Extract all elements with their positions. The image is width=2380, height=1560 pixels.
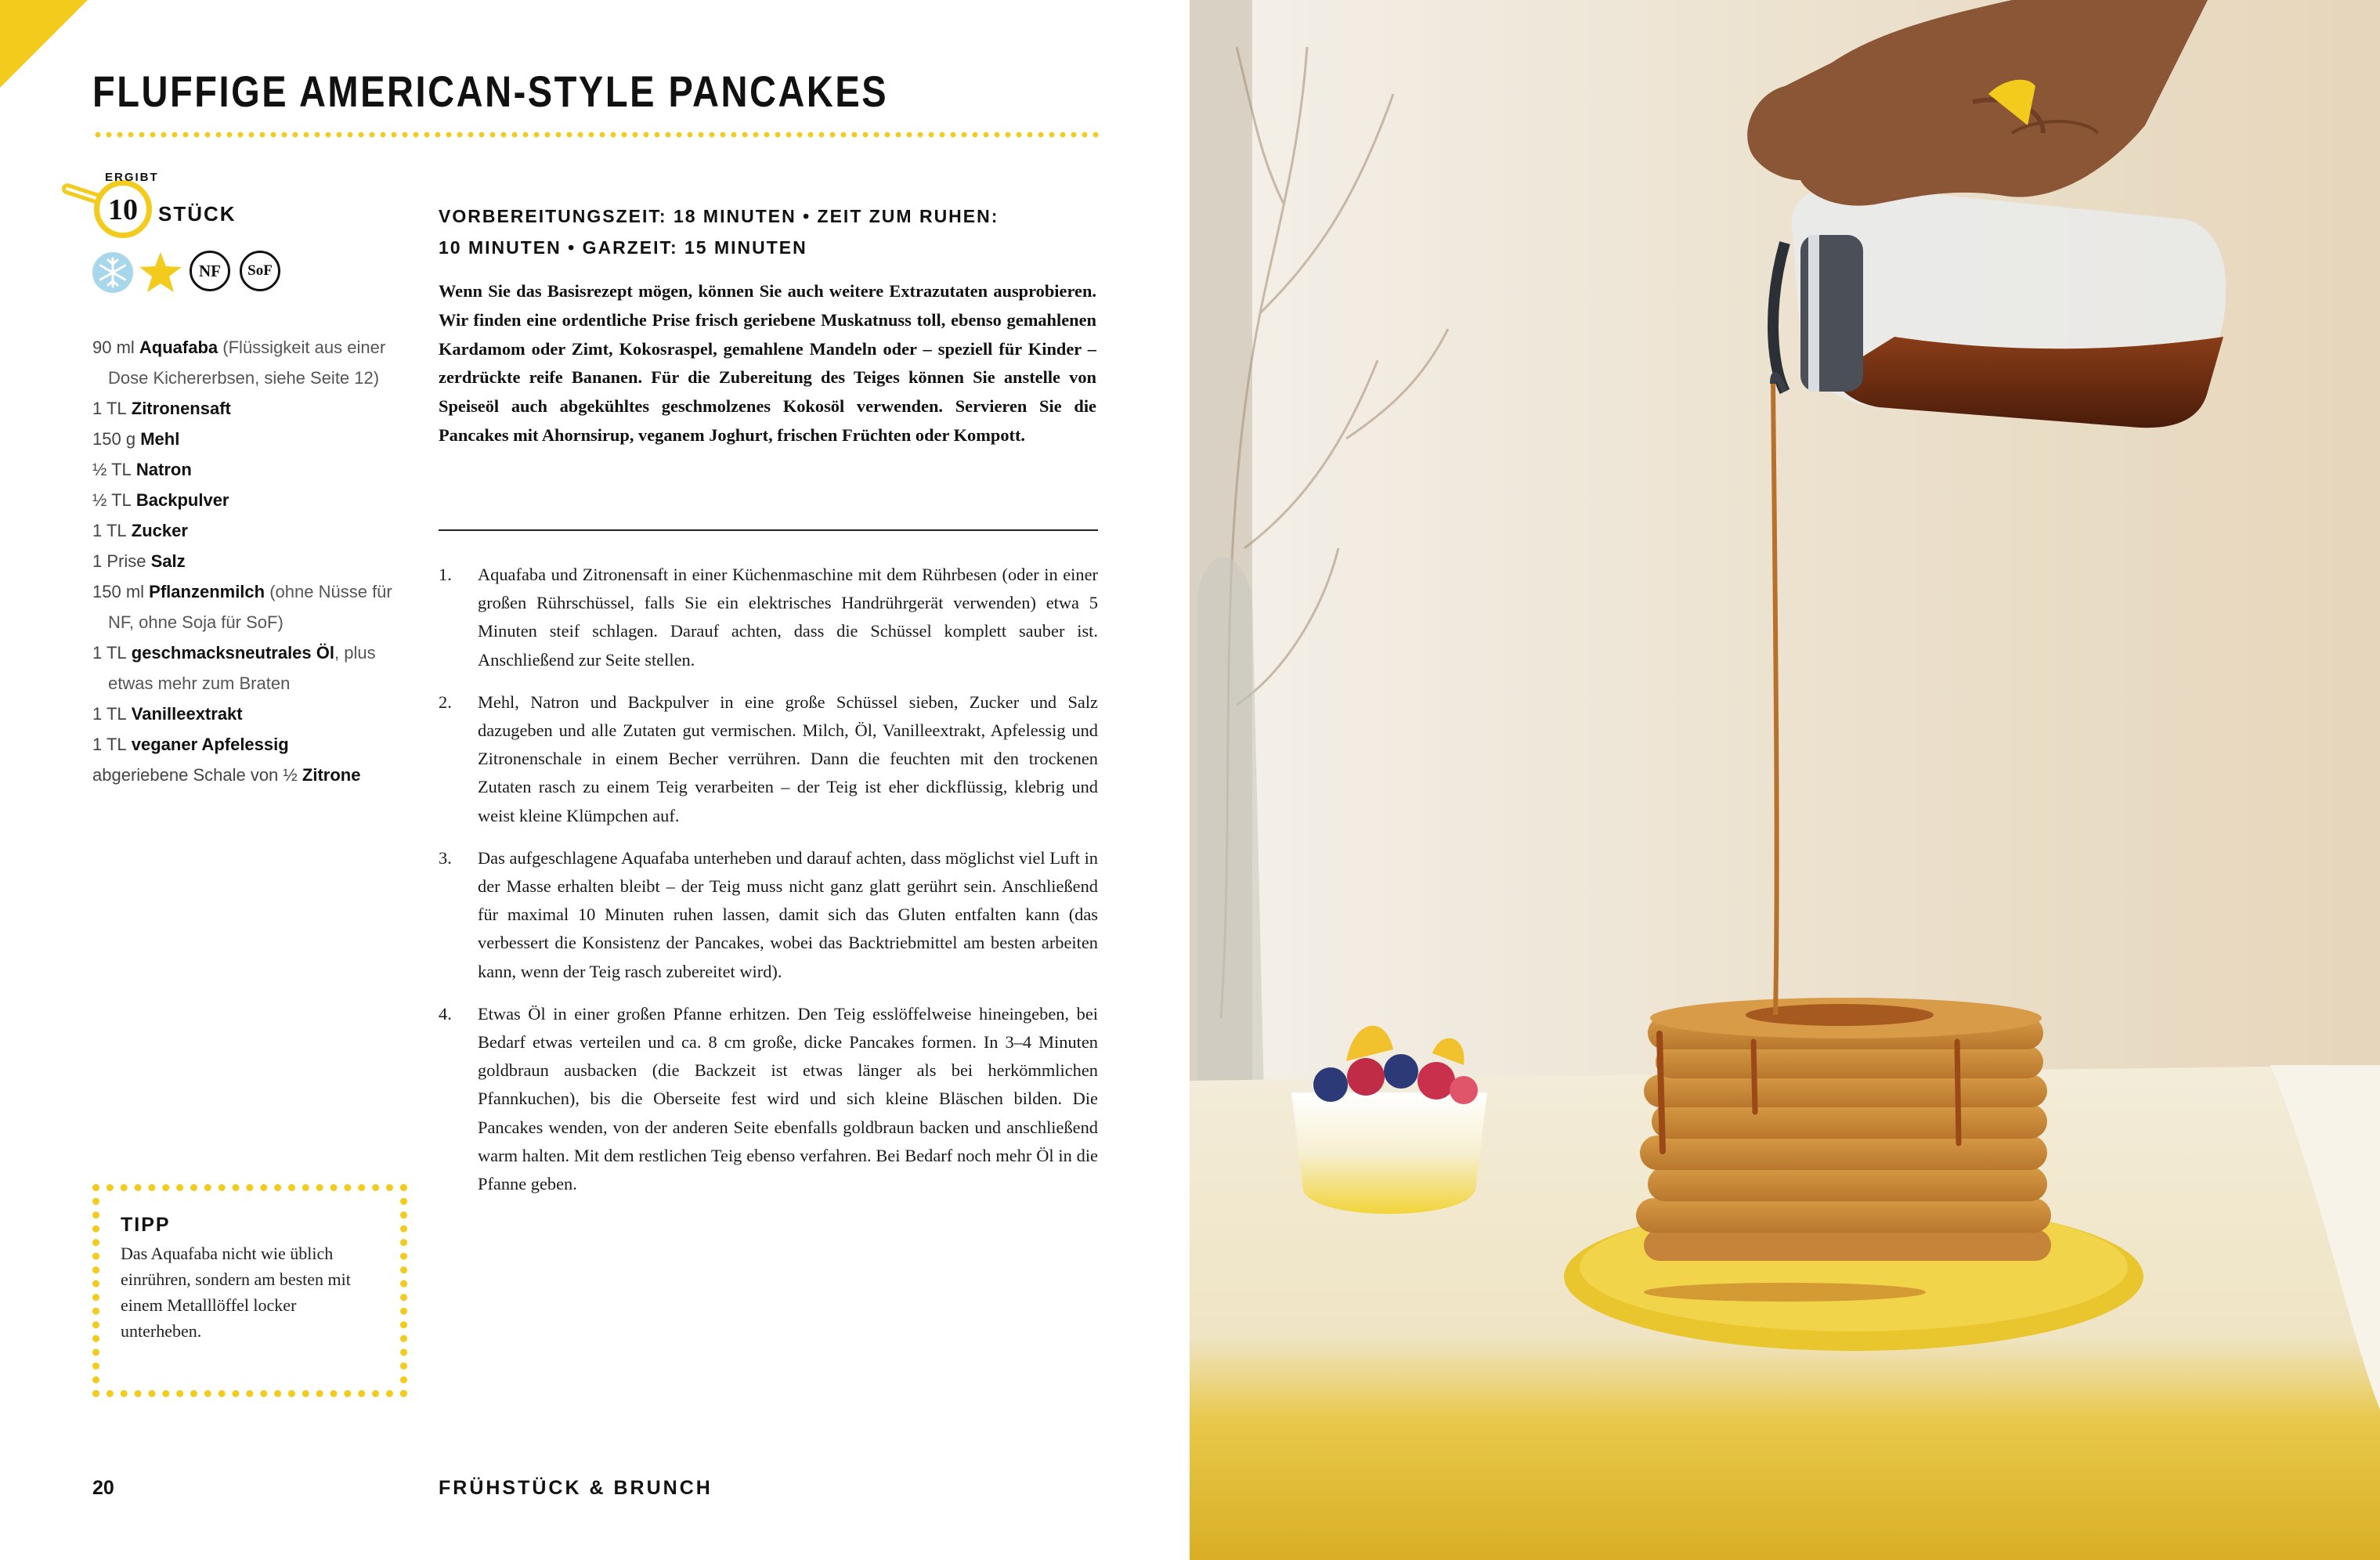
step-item [439, 1000, 1098, 1198]
yield-label: ERGIBT [105, 171, 159, 184]
prep-times-line: 10 MINUTEN • GARZEIT: 15 MINUTEN [439, 237, 807, 258]
ingredient-item: 150 ml Pflanzenmilch (ohne Nüsse für NF, ohne Soja für SoF) [92, 582, 392, 632]
step-text: Etwas Öl in einer großen Pfanne erhitzen. Den Teig esslöffelweise hineingeben, bei Bedarf etwas verteilen und ca. 8 cm große, dicke Pancakes formen. In 3–4 Minuten goldbraun ausbacken (die Backzeit ist etwas länger als bei herkömmlichen Pfannkuchen), bis die Oberseite fest wird und sich kleine Bläschen bilden. Die Pancakes wenden, von der anderen Seite ebenfalls goldbraun backen und anschließend warm halten. Mit dem restlichen Teig ebenso verfahren. Bei Bedarf noch mehr Öl in die Pfanne geben. [478, 1003, 1098, 1194]
yield-unit: STÜCK [158, 202, 237, 226]
section-name: FRÜHSTÜCK & BRUNCH [439, 1477, 713, 1499]
star-icon [138, 251, 183, 294]
step-item [439, 844, 1098, 986]
step-item [439, 561, 1098, 674]
step-number: 4. [439, 1003, 452, 1024]
step-text: Aquafaba und Zitronensaft in einer Küchenmaschine mit dem Rührbesen (oder in einer großen Rührschüssel, falls Sie ein elektrisches Handrührgerät verwenden) etwa 5 Minuten steif schlagen. Darauf achten, dass die Schüssel komplett sauber ist. Anschließend zur Seite stellen. [478, 565, 1098, 670]
ingredient-item: 1 TL veganer Apfelessig [92, 735, 289, 754]
recipe-intro: Wenn Sie das Basisrezept mögen, können Sie auch weitere Extrazutaten ausprobieren. Wir finden eine ordentliche Prise frisch geriebene Muskatnuss toll, ebenso gemahlenen Kardamom oder Zimt, Kokosraspel, gemahlene Mandeln oder – speziell für Kinder – zerdrückte reife Bananen. Für die Zubereitung des Teiges können Sie anstelle von Speiseöl auch abgekühltes geschmolzenes Kokosöl verwenden. Servieren Sie die Pancakes mit Ahornsirup, veganem Joghurt, frischen Früchten oder Kompott. [439, 281, 1096, 445]
tip-heading: TIPP [121, 1214, 171, 1236]
step-number: 1. [439, 565, 452, 584]
step-number: 3. [439, 847, 452, 868]
ingredient-item: 1 TL Vanilleextrakt [92, 704, 243, 724]
prep-times-line: VORBEREITUNGSZEIT: 18 MINUTEN • ZEIT ZUM RUHEN: [439, 206, 999, 226]
pancake-photo [1190, 0, 2380, 1560]
corner-triangle-decoration [0, 0, 88, 88]
ingredient-item: 1 TL geschmacksneutrales Öl, plus etwas mehr zum Braten [92, 643, 376, 693]
ingredient-item: ½ TL Natron [92, 460, 192, 479]
page-number: 20 [92, 1477, 114, 1499]
divider [439, 529, 1098, 531]
step-text: Das aufgeschlagene Aquafaba unterheben und darauf achten, dass möglichst viel Luft in der Masse erhalten bleibt – der Teig muss nicht ganz glatt gerührt sein. Anschließend für maximal 10 Minuten ruhen lassen, damit sich das Gluten entfalten kann (das verbessert die Konsistenz der Pancakes, wobei das Backtriebmittel am besten arbeiten kann, wenn der Teig rasch zubereitet wird). [478, 847, 1098, 981]
ingredient-item: 1 TL Zitronensaft [92, 399, 231, 418]
recipe-title: FLUFFIGE AMERICAN-STYLE PANCAKES [92, 67, 889, 116]
sof-badge: SoF [240, 251, 280, 291]
tip-box [92, 1184, 407, 1397]
pancake-photo-illustration [1190, 0, 2380, 1560]
nf-badge: NF [190, 251, 230, 291]
prep-times [439, 200, 1112, 263]
ingredient-item: abgeriebene Schale von ½ Zitrone [92, 765, 361, 785]
ingredients-list [92, 332, 406, 790]
diet-icons [91, 251, 294, 298]
steps-list [439, 561, 1098, 1212]
title-dotted-rule [92, 132, 1103, 138]
step-text: Mehl, Natron und Backpulver in eine große Schüssel sieben, Zucker und Salz dazugeben und alle Zutaten gut vermischen. Milch, Öl, Vanilleextrakt, Apfelessig und Zitronenschale in einem Becher verrühren. Dann die feuchten mit den trockenen Zutaten rasch zu einem Teig verarbeiten – der Teig ist eher dickflüssig, klebrig und weist kleine Klümpchen auf. [478, 692, 1098, 825]
ingredient-item: 90 ml Aquafaba (Flüssigkeit aus einer Dose Kichererbsen, siehe Seite 12) [92, 338, 386, 388]
ingredient-item: 1 Prise Salz [92, 551, 186, 571]
freeze-icon [91, 251, 135, 294]
step-item [439, 688, 1098, 830]
ingredient-item: 1 TL Zucker [92, 521, 188, 540]
tip-text: Das Aquafaba nicht wie üblich einrühren, sondern am besten mit einem Metalllöffel locker unterheben. [121, 1244, 351, 1341]
ingredient-item: 150 g Mehl [92, 429, 180, 449]
ingredient-item: ½ TL Backpulver [92, 490, 229, 510]
step-number: 2. [439, 692, 452, 712]
yield-badge [61, 166, 296, 244]
yield-number: 10 [108, 193, 138, 226]
